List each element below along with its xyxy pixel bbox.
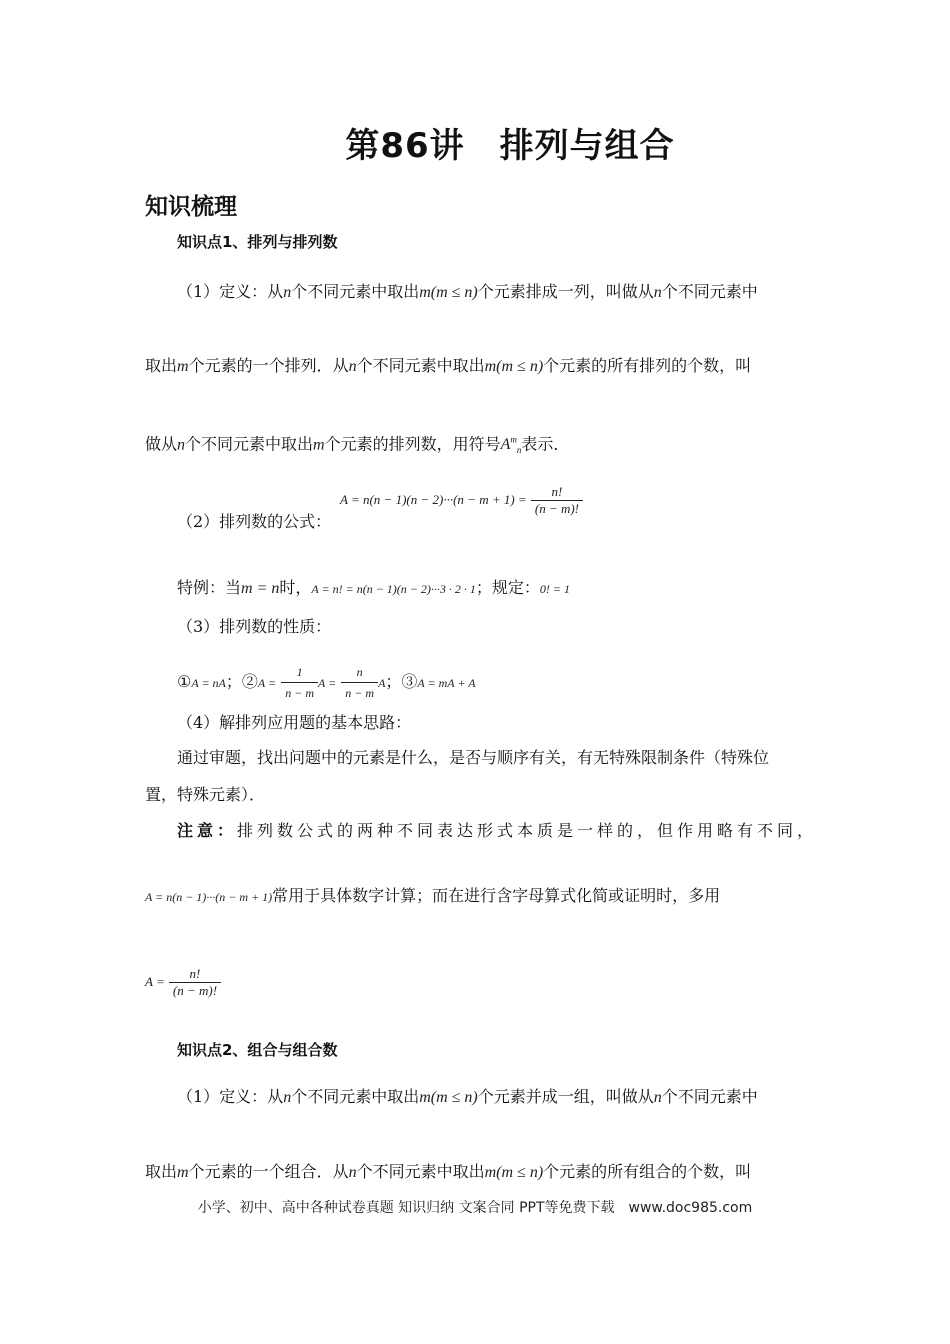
- rule: 0! = 1: [539, 582, 570, 596]
- fraction: $\frac{n}{n - m}$: [341, 662, 378, 703]
- property-2-end: A: [378, 676, 386, 690]
- var-m: m: [177, 1164, 189, 1181]
- kp1-note-formula2: [145, 966, 221, 999]
- formula-fraction: $\frac{n!}{(n - m)!}$: [169, 966, 221, 999]
- kp1-formula-label: （2）排列数的公式：: [177, 512, 332, 531]
- kp1-approach-line2: 置，特殊元素）．: [145, 785, 266, 804]
- text: 个元素排成一列，叫做从: [477, 282, 654, 301]
- property-1: A = nA: [191, 676, 226, 690]
- text: 做从: [145, 434, 178, 454]
- special-formula: A = n! = n(n − 1)(n − 2)···3 · 2 · 1: [311, 582, 476, 596]
- property-2: A =: [257, 676, 277, 690]
- text: 个元素的一个组合．从: [188, 1162, 349, 1181]
- item-marker: ；②: [225, 672, 258, 691]
- kp1-permutation-formula: [340, 484, 583, 517]
- text: 个不同元素中取出: [356, 1162, 485, 1181]
- kp2-heading: 知识点2、组合与组合数: [177, 1041, 338, 1059]
- var-n: n: [283, 284, 292, 301]
- text: 表示．: [521, 434, 570, 454]
- formula-fraction: $\frac{n!}{(n - m)!}$: [531, 484, 583, 517]
- text: 个元素并成一组，叫做从: [477, 1087, 654, 1106]
- text: 取出: [145, 356, 178, 375]
- property-3: A = mA + A: [417, 676, 476, 690]
- kp2-definition-line2: [145, 1162, 751, 1183]
- kp1-note: [177, 821, 817, 841]
- note-formula: A = n(n − 1)···(n − m + 1): [145, 890, 273, 904]
- var-m: m: [177, 358, 189, 375]
- text: （1）定义：从: [177, 282, 284, 301]
- kp1-definition-line3: [145, 430, 569, 461]
- text: 个不同元素中: [661, 1087, 758, 1106]
- text: 个不同元素中: [661, 282, 758, 301]
- kp1-note-line2: [145, 886, 720, 907]
- formula-lhs: A = n(n − 1)(n − 2)···(n − m + 1) =: [340, 492, 527, 507]
- symbol-A: $A^m_n$: [500, 435, 522, 456]
- note-text: 排列数公式的两种不同表达形式本质是一样的，但作用略有不同，: [237, 821, 818, 840]
- var-m-le-n: m(m ≤ n): [484, 1164, 544, 1181]
- text: 个元素的所有组合的个数，叫: [543, 1162, 752, 1181]
- text: ；规定：: [475, 578, 540, 597]
- var-m-le-n: m(m ≤ n): [484, 358, 544, 375]
- text: （1）定义：从: [177, 1087, 284, 1106]
- var-m-le-n: m(m ≤ n): [419, 1089, 478, 1106]
- fraction: $\frac{1}{n - m}$: [281, 662, 318, 703]
- text: 个元素的排列数，用符号: [324, 434, 501, 454]
- page-title: 第86讲 排列与组合: [345, 126, 675, 166]
- kp1-special-case: [177, 578, 570, 599]
- var-n: n: [348, 1164, 357, 1181]
- text: 个不同元素中取出: [356, 356, 485, 375]
- text: 个不同元素中取出: [185, 434, 314, 454]
- var-n: n: [653, 1089, 662, 1106]
- text: 时，: [279, 578, 312, 597]
- var-n: n: [177, 436, 186, 454]
- formula-lhs: A =: [145, 974, 165, 989]
- condition: m = n: [241, 580, 280, 597]
- kp1-definition-line2: [145, 356, 751, 377]
- section-heading: 知识梳理: [145, 194, 237, 220]
- text: 个不同元素中取出: [291, 1087, 420, 1106]
- kp1-approach-label: （4）解排列应用题的基本思路：: [177, 713, 412, 732]
- note-label: 注意：: [177, 821, 238, 840]
- kp1-properties-label: （3）排列数的性质：: [177, 617, 332, 636]
- footer-text: 小学、初中、高中各种试卷真题 知识归纳 文案合同 PPT等免费下载 www.doc985.com: [197, 1200, 753, 1216]
- kp1-approach-line1: 通过审题，找出问题中的元素是什么，是否与顺序有关，有无特殊限制条件（特殊位: [177, 748, 770, 767]
- item-marker: ；③: [385, 672, 418, 691]
- kp1-definition-line1: [177, 282, 758, 303]
- var-n: n: [283, 1089, 292, 1106]
- property-2-mid: A =: [317, 676, 337, 690]
- note-after: 常用于具体数字计算；而在进行含字母算式化简或证明时，多用: [272, 886, 721, 905]
- text: 取出: [145, 1162, 178, 1181]
- text: 个不同元素中取出: [291, 282, 420, 301]
- kp2-definition-line1: [177, 1087, 758, 1108]
- text: 个元素的一个排列．从: [188, 356, 349, 375]
- var-m: m: [313, 436, 325, 454]
- text: 特例：当: [177, 578, 242, 597]
- item-marker: ①: [177, 672, 192, 691]
- var-n: n: [348, 358, 357, 375]
- kp1-heading: 知识点1、排列与排列数: [177, 233, 338, 251]
- text: 个元素的所有排列的个数，叫: [543, 356, 752, 375]
- var-n: n: [653, 284, 662, 301]
- kp1-properties: [177, 662, 476, 703]
- var-m-le-n: m(m ≤ n): [419, 284, 478, 301]
